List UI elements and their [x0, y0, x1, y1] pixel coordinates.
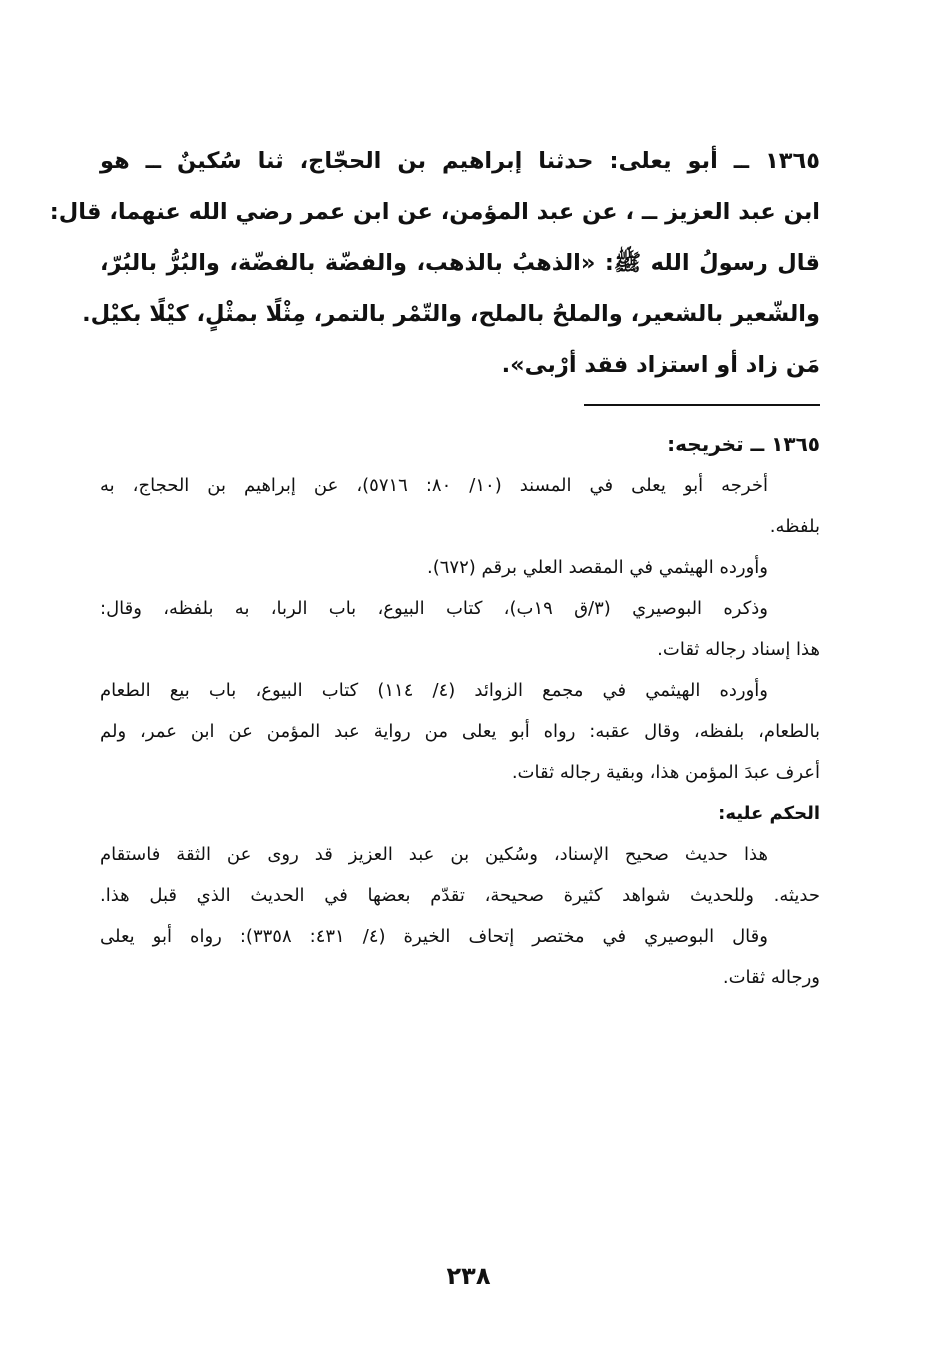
- note-line: وأورده الهيثمي في المقصد العلي برقم (٦٧٢).: [426, 557, 768, 578]
- page-number: ٢٣٨: [446, 1262, 491, 1290]
- note-line: هذا حديث صحيح الإسناد، وسُكين بن عبد العزيز قد روى عن الثقة فاستقام: [100, 844, 768, 865]
- note-line: حديثه. وللحديث شواهد كثيرة صحيحة، تقدّم بعضها في الحديث الذي قبل هذا.: [100, 885, 820, 906]
- note-line: أعرف عبدَ المؤمن هذا، وبقية رجاله ثقات.: [511, 762, 820, 783]
- note-line: وأورده الهيثمي في مجمع الزوائد (٤/ ١١٤) كتاب البيوع، باب بيع الطعام: [100, 680, 768, 701]
- note-line: بلفظه.: [769, 516, 820, 537]
- note-line: بالطعام، بلفظه، وقال عقبه: رواه أبو يعلى من رواية عبد المؤمن عن ابن عمر، ولم: [100, 721, 820, 742]
- note-line: هذا إسناد رجاله ثقات.: [657, 639, 820, 660]
- hadith-text: [49, 136, 820, 391]
- hadith-line: والشّعير بالشعير، والملحُ بالملح، والتّمْر بالتمر، مِثْلًا بمثْلٍ، كيْلًا بكيْل.: [82, 301, 820, 327]
- hadith-line: ١٣٦٥ ــ أبو يعلى: حدثنا إبراهيم بن الحجّاج، ثنا سُكينٌ ــ هو: [100, 148, 820, 174]
- footnotes: [100, 424, 820, 998]
- note-line: ورجاله ثقات.: [722, 967, 820, 988]
- note-line: وقال البوصيري في مختصر إتحاف الخيرة (٤/ ٤٣١: ٣٣٥٨): رواه أبو يعلى: [100, 926, 768, 947]
- ruling-heading: الحكم عليه:: [718, 803, 820, 824]
- takhrij-heading: ١٣٦٥ ــ تخريجه:: [667, 432, 820, 456]
- note-line: وذكره البوصيري (٣/ق ١٩ب)، كتاب البيوع، باب الربا، به بلفظه، وقال:: [100, 598, 768, 619]
- hadith-line: مَن زاد أو استزاد فقد أرْبى».: [501, 352, 820, 378]
- hadith-line: ابن عبد العزيز ــ ، عن عبد المؤمن، عن ابن عمر رضي الله عنهما، قال:: [49, 199, 820, 225]
- footnote-divider: [584, 404, 820, 406]
- note-line: أخرجه أبو يعلى في المسند (١٠/ ٨٠: ٥٧١٦)، عن إبراهيم بن الحجاج، به: [100, 475, 768, 496]
- hadith-line: قال رسولُ الله ﷺ: «الذهبُ بالذهب، والفضّة بالفضّة، والبُرُّ بالبُرّ،: [100, 250, 820, 276]
